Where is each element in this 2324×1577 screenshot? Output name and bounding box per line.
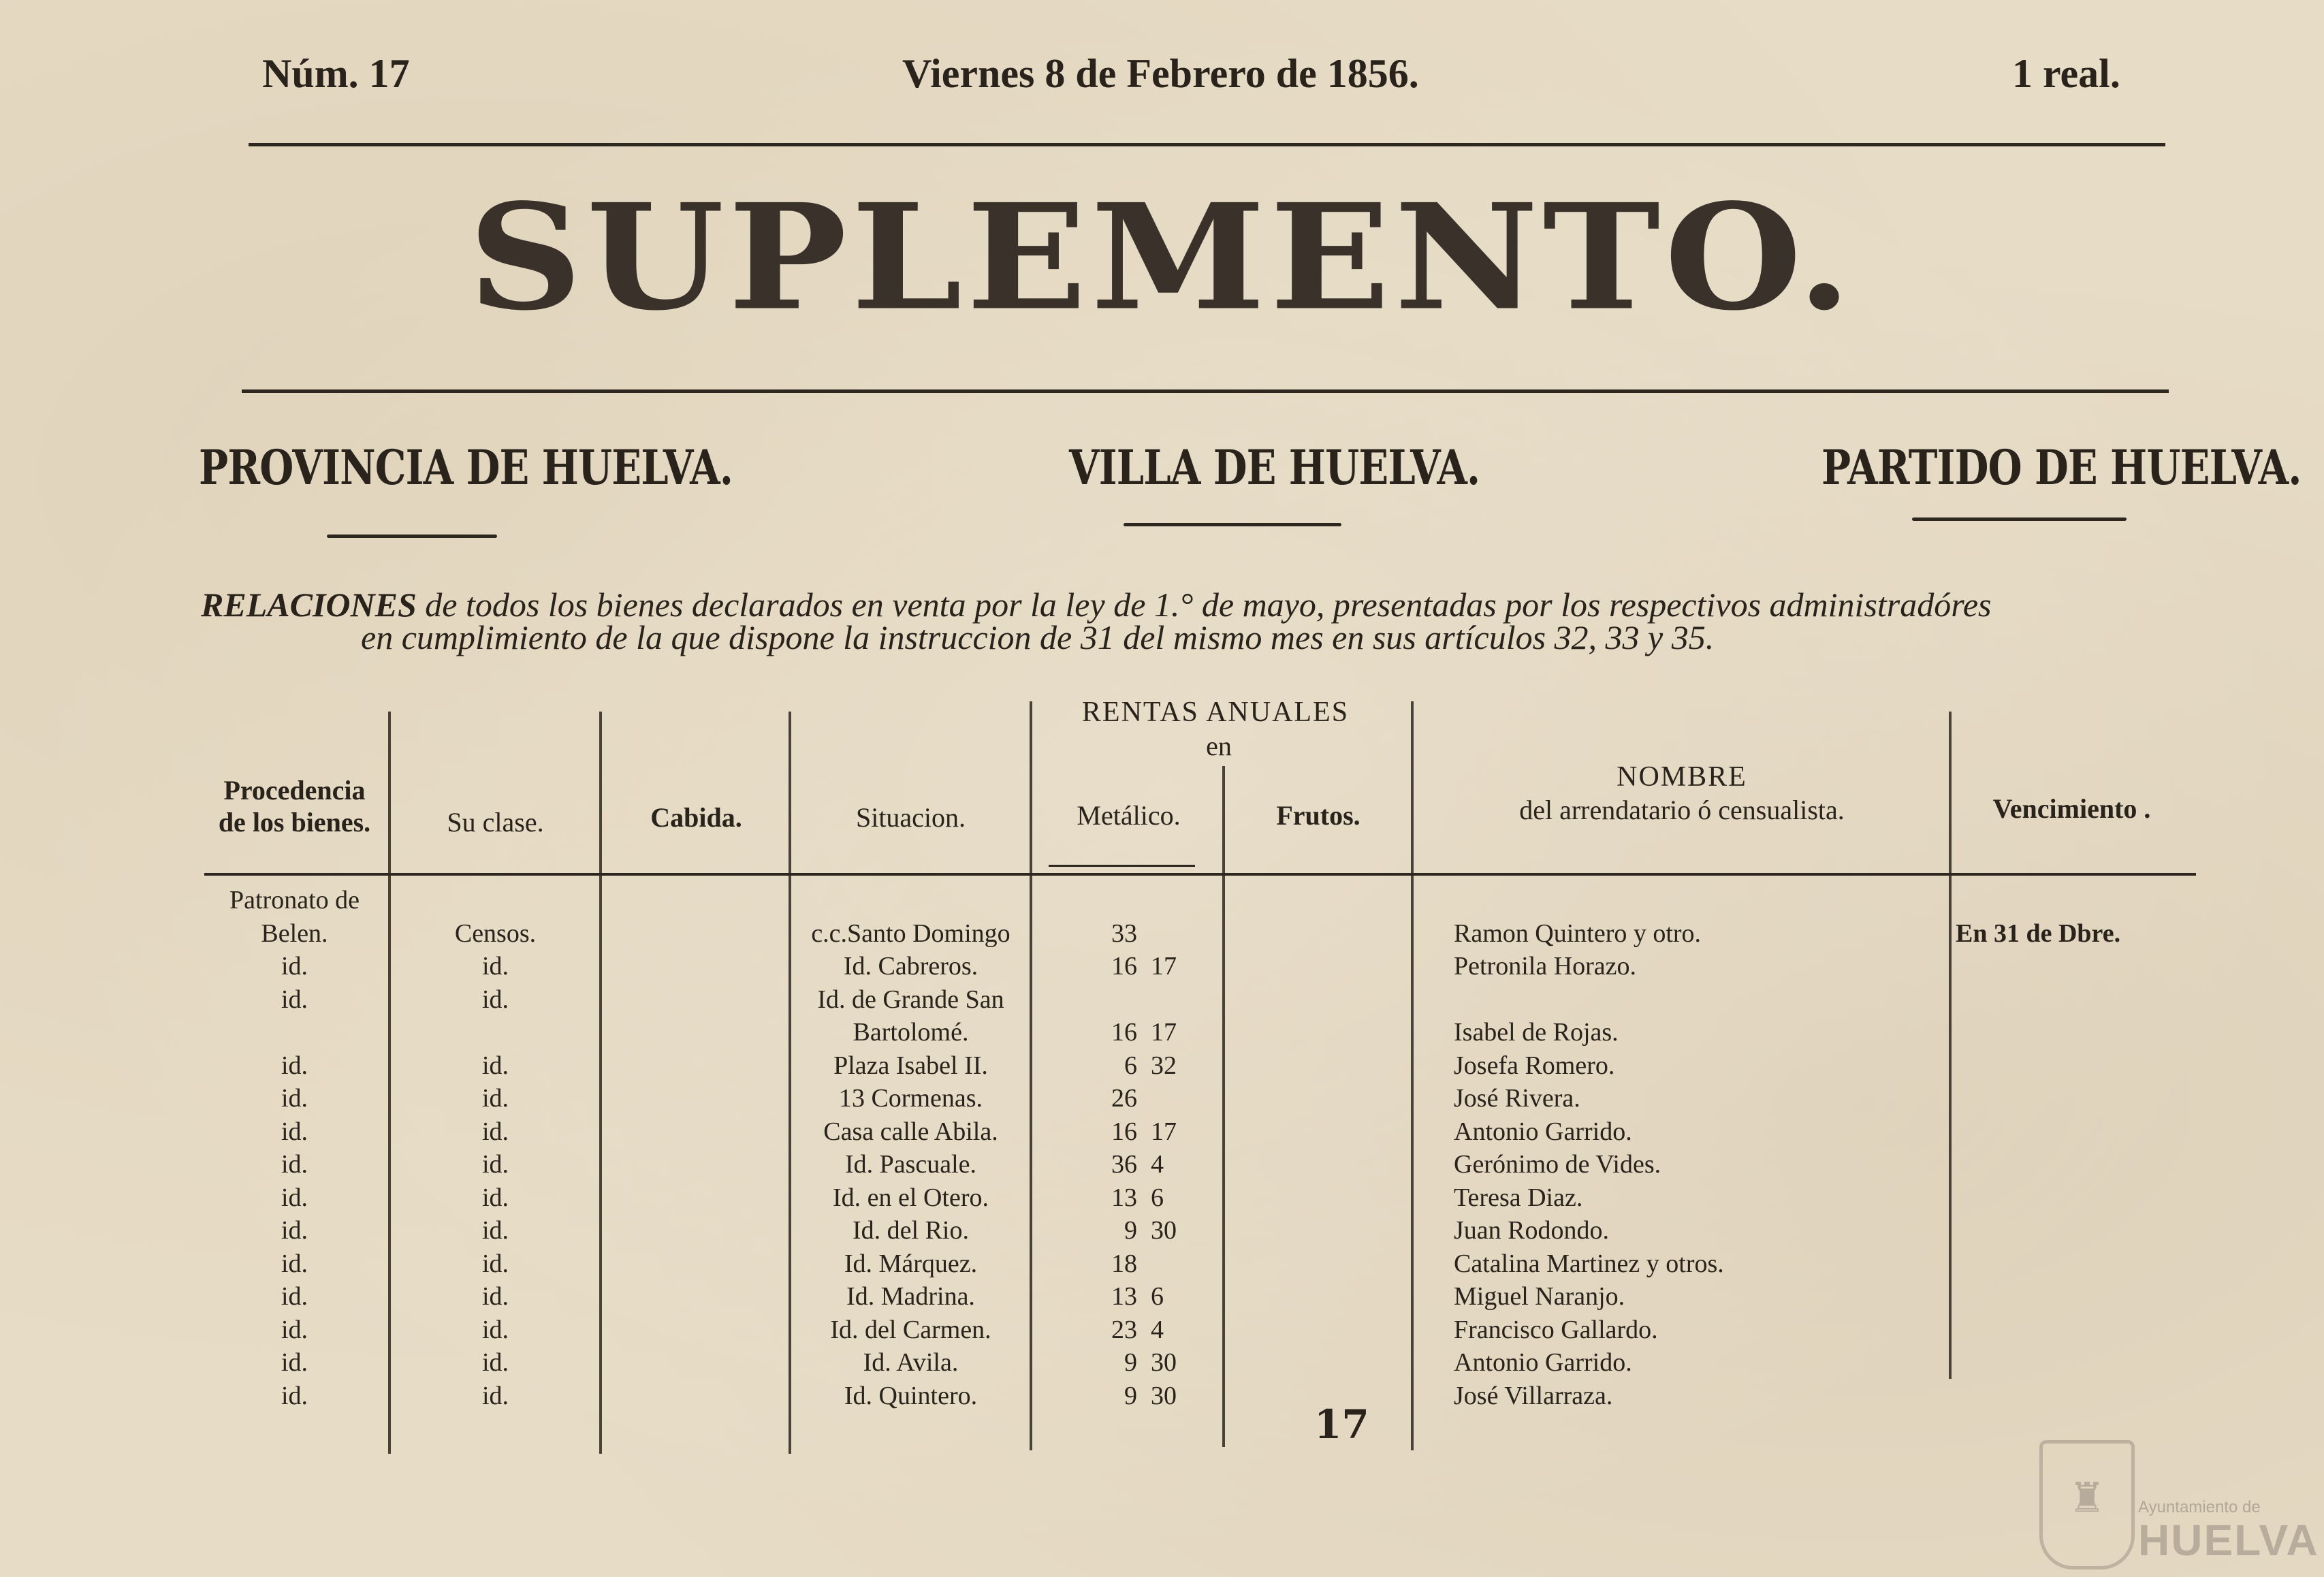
cell-nombre: Francisco Gallardo. [1454,1315,1658,1344]
cell-nombre: Josefa Romero. [1454,1051,1615,1080]
heading-underline [327,535,497,538]
cell-proc: id. [281,1051,308,1080]
header-rule [204,873,2196,876]
cell-met2: 30 [1151,1381,1177,1410]
cell-clase: id. [481,1249,509,1278]
heading-partido: PARTIDO DE HUELVA. [1821,439,2302,496]
header-cabida: Cabida. [650,802,742,833]
cell-met2: 30 [1151,1216,1177,1245]
cell-met1: 16 [1111,1018,1137,1047]
cell-clase: id. [481,952,509,981]
cell-sit: Id. Madrina. [846,1282,975,1311]
cell-sit: Plaza Isabel II. [833,1051,988,1080]
cell-met2: 17 [1151,1018,1177,1047]
cell-clase: id. [481,985,509,1014]
cell-proc: id. [281,1315,308,1344]
cell-sit: Casa calle Abila. [823,1117,998,1146]
cell-met2: 17 [1151,952,1177,981]
heading-underline [1912,517,2127,521]
header-metalico: Metálico. [1077,800,1181,831]
watermark-small: Ayuntamiento de [2138,1498,2261,1516]
cell-nombre: José Rivera. [1454,1084,1580,1113]
cell-proc: id. [281,985,308,1014]
cell-proc: id. [281,1117,308,1146]
header-nombre-2: del arrendatario ó censualista. [1519,795,1845,825]
cell-proc: id. [281,1381,308,1410]
cell-nombre: José Villarraza. [1454,1381,1613,1410]
cell-proc: id. [281,1216,308,1245]
cell-clase: id. [481,1282,509,1311]
column-rule [599,712,602,1454]
cell-sit: Id. Pascuale. [844,1150,977,1179]
masthead-rule [249,143,2165,146]
cell-nombre: Miguel Naranjo. [1454,1282,1625,1311]
cell-met2: 6 [1151,1282,1164,1311]
intro-lead: RELACIONES [201,586,417,624]
cell-nombre: Antonio Garrido. [1454,1348,1632,1377]
cell-met1: 13 [1111,1282,1137,1311]
cell-sit: Id. en el Otero. [833,1183,989,1212]
header-vencimiento: Vencimiento . [1992,793,2151,824]
cell-clase: id. [481,1051,509,1080]
intro-line-1-text: de todos los bienes declarados en venta por la ley de 1.° de mayo, presentadas por los respectivos administradóres [416,586,1992,624]
cell-clase: id. [481,1183,509,1212]
header-procedencia-2: de los bienes. [218,807,371,838]
cell-sit: Bartolomé. [853,1018,969,1047]
cell-clase: id. [481,1216,509,1245]
cell-proc: Belen. [261,919,328,948]
cell-venc: En 31 de Dbre. [1956,919,2121,948]
cell-proc: id. [281,1282,308,1311]
cell-proc: id. [281,1249,308,1278]
cell-proc: id. [281,952,308,981]
city-seal-icon: ♜ [2039,1440,2135,1570]
cell-sit: Id. Avila. [863,1348,959,1377]
cell-proc: Patronato de [229,886,360,914]
cell-met1: 23 [1111,1315,1137,1344]
cell-nombre: Antonio Garrido. [1454,1117,1632,1146]
cell-met1: 16 [1111,1117,1137,1146]
cell-sit: Id. del Carmen. [830,1315,991,1344]
cell-proc: id. [281,1348,308,1377]
cell-nombre: Teresa Diaz. [1454,1183,1583,1212]
issue-number: Núm. 17 [262,51,410,96]
column-rule [1030,701,1032,1450]
cell-met2: 17 [1151,1117,1177,1146]
cell-sit: Id. del Rio. [853,1216,969,1245]
cell-clase: id. [481,1348,509,1377]
column-rule [1222,766,1225,1447]
page-title: SUPLEMENTO. [468,171,1856,343]
cell-met1: 16 [1111,952,1137,981]
cell-sit: Id. Cabreros. [843,952,978,981]
column-rule [789,712,791,1454]
cell-sit: Id. Quintero. [844,1381,978,1410]
cell-clase: id. [481,1117,509,1146]
cell-met1: 13 [1111,1183,1137,1212]
cell-proc: id. [281,1084,308,1113]
column-rule [388,712,391,1454]
rentas-header: RENTAS ANUALES [1081,697,1350,728]
cell-sit: 13 Cormenas. [838,1084,983,1113]
issue-price: 1 real. [2012,51,2120,96]
cell-met2: 4 [1151,1150,1164,1179]
header-frutos: Frutos. [1276,800,1360,831]
header-situacion: Situacion. [855,802,966,833]
cell-nombre: Catalina Martinez y otros. [1454,1249,1724,1278]
cell-clase: id. [481,1381,509,1410]
rentas-en: en [1206,731,1232,761]
cell-nombre: Petronila Horazo. [1454,952,1637,981]
cell-proc: id. [281,1150,308,1179]
cell-met2: 32 [1151,1051,1177,1080]
cell-clase: id. [481,1084,509,1113]
watermark-big: HUELVA [2138,1516,2319,1565]
cell-clase: id. [481,1315,509,1344]
heading-villa: VILLA DE HUELVA. [1069,439,1480,496]
cell-nombre: Gerónimo de Vides. [1454,1150,1661,1179]
cell-met1: 26 [1111,1084,1137,1113]
cell-met1: 9 [1124,1381,1137,1410]
header-clase: Su clase. [447,807,544,838]
column-rule [1949,712,1952,1379]
cell-proc: id. [281,1183,308,1212]
title-rule [242,389,2169,393]
cell-met2: 4 [1151,1315,1164,1344]
cell-sit: Id. de Grande San [817,985,1004,1014]
cell-nombre: Ramon Quintero y otro. [1454,919,1702,948]
page-number: 17 [1314,1401,1369,1448]
column-rule [1411,701,1414,1450]
cell-clase: Censos. [454,919,537,948]
header-procedencia-1: Procedencia [223,775,366,806]
intro-line-2: en cumplimiento de la que dispone la instruccion de 31 del mismo mes en sus artículos 32, 33 y 35. [361,618,1715,656]
cell-nombre: Isabel de Rojas. [1454,1018,1619,1047]
cell-met1: 9 [1124,1348,1137,1377]
cell-met1: 18 [1111,1249,1137,1278]
cell-met1: 9 [1124,1216,1137,1245]
cell-sit: Id. Márquez. [844,1249,978,1278]
cell-met1: 33 [1111,919,1137,948]
header-rule-short [1049,865,1195,867]
cell-met2: 30 [1151,1348,1177,1377]
cell-met1: 36 [1111,1150,1137,1179]
heading-underline [1124,523,1341,526]
cell-sit: c.c.Santo Domingo [811,919,1010,948]
header-nombre-1: NOMBRE [1617,761,1747,793]
cell-nombre: Juan Rodondo. [1454,1216,1609,1245]
heading-province: PROVINCIA DE HUELVA. [199,439,733,496]
issue-date: Viernes 8 de Febrero de 1856. [902,51,1419,96]
cell-met1: 6 [1124,1051,1137,1080]
cell-clase: id. [481,1150,509,1179]
cell-met2: 6 [1151,1183,1164,1212]
